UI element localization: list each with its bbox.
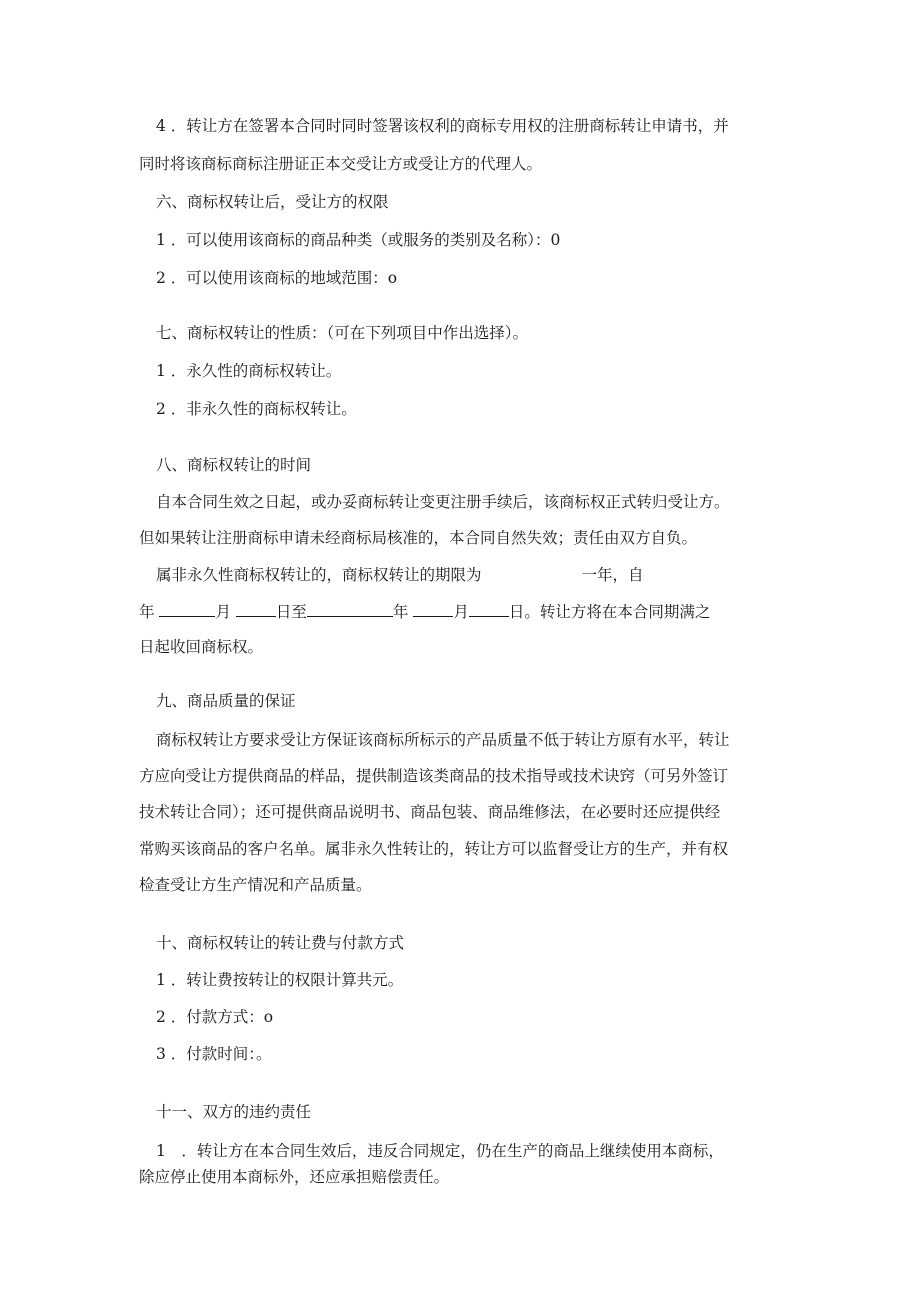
blank-field xyxy=(236,600,276,617)
list-item: 1 ．转让费按转让的权限计算共元。 xyxy=(156,971,404,989)
term-text: 属非永久性商标权转让的，商标权转让的期限为 xyxy=(156,566,482,584)
year-label: 年 xyxy=(392,603,414,621)
date-fill-line xyxy=(139,600,710,623)
paragraph-line: 同时将该商标商标注册证正本交受让方或受让方的代理人。 xyxy=(139,155,543,173)
section-heading-9: 九、商品质量的保证 xyxy=(156,692,296,710)
paragraph-line: 自本合同生效之日起，或办妥商标转让变更注册手续后，该商标权正式转归受让方。 xyxy=(156,493,730,511)
list-item: 1 ．永久性的商标权转让。 xyxy=(156,362,342,380)
day-label: 日至 xyxy=(275,603,307,621)
month-label: 月 xyxy=(215,603,236,621)
paragraph-line: 商标权转让方要求受让方保证该商标所标示的产品质量不低于转让方原有水平，转让 xyxy=(156,731,730,749)
list-item: 1 ．可以使用该商标的商品种类（或服务的类别及名称）：0 xyxy=(156,231,561,249)
paragraph-line: 4 ．转让方在签署本合同时同时签署该权利的商标专用权的注册商标转让申请书，并 xyxy=(156,117,729,135)
paragraph-line: 但如果转让注册商标申请未经商标局核准的，本合同自然失效；责任由双方自负。 xyxy=(139,529,698,547)
section-heading-6: 六、商标权转让后，受让方的权限 xyxy=(156,193,389,211)
year-label: 年 xyxy=(139,603,160,621)
list-item: 1 ．转让方在本合同生效后，违反合同规定，仍在生产的商品上继续使用本商标， xyxy=(156,1142,724,1160)
list-item: 2 ．付款方式：o xyxy=(156,1008,274,1026)
blank-field xyxy=(469,600,509,617)
paragraph-line: 除应停止使用本商标外，还应承担赔偿责任。 xyxy=(139,1168,450,1186)
section-heading-10: 十、商标权转让的转让费与付款方式 xyxy=(156,934,405,952)
paragraph-line: 方应向受让方提供商品的样品，提供制造该类商品的技术指导或技术诀窍（可另外签订 xyxy=(139,767,729,785)
list-item: 3 ．付款时间：。 xyxy=(156,1045,272,1063)
blank-field xyxy=(307,600,393,617)
term-text: 一年，自 xyxy=(581,566,644,584)
list-item: 2 ．非永久性的商标权转让。 xyxy=(156,400,357,418)
section-heading-8: 八、商标权转让的时间 xyxy=(156,456,312,474)
section-heading-11: 十一、双方的违约责任 xyxy=(156,1103,312,1121)
paragraph-line: 检查受让方生产情况和产品质量。 xyxy=(139,876,372,894)
section-heading-7: 七、商标权转让的性质：（可在下列项目中作出选择）。 xyxy=(156,324,529,342)
paragraph-line xyxy=(156,564,644,586)
term-text: 日。转让方将在本合同期满之 xyxy=(508,603,711,621)
list-item: 2 ．可以使用该商标的地域范围：o xyxy=(156,269,398,287)
paragraph-line: 日起收回商标权。 xyxy=(139,638,264,656)
blank-field xyxy=(413,600,453,617)
blank-field xyxy=(159,600,215,617)
paragraph-line: 技术转让合同）；还可提供商品说明书、商品包装、商品维修法，在必要时还应提供经 xyxy=(139,803,721,821)
month-label: 月 xyxy=(453,603,469,621)
paragraph-line: 常购买该商品的客户名单。属非永久性转让的，转让方可以监督受让方的生产，并有权 xyxy=(139,840,729,858)
